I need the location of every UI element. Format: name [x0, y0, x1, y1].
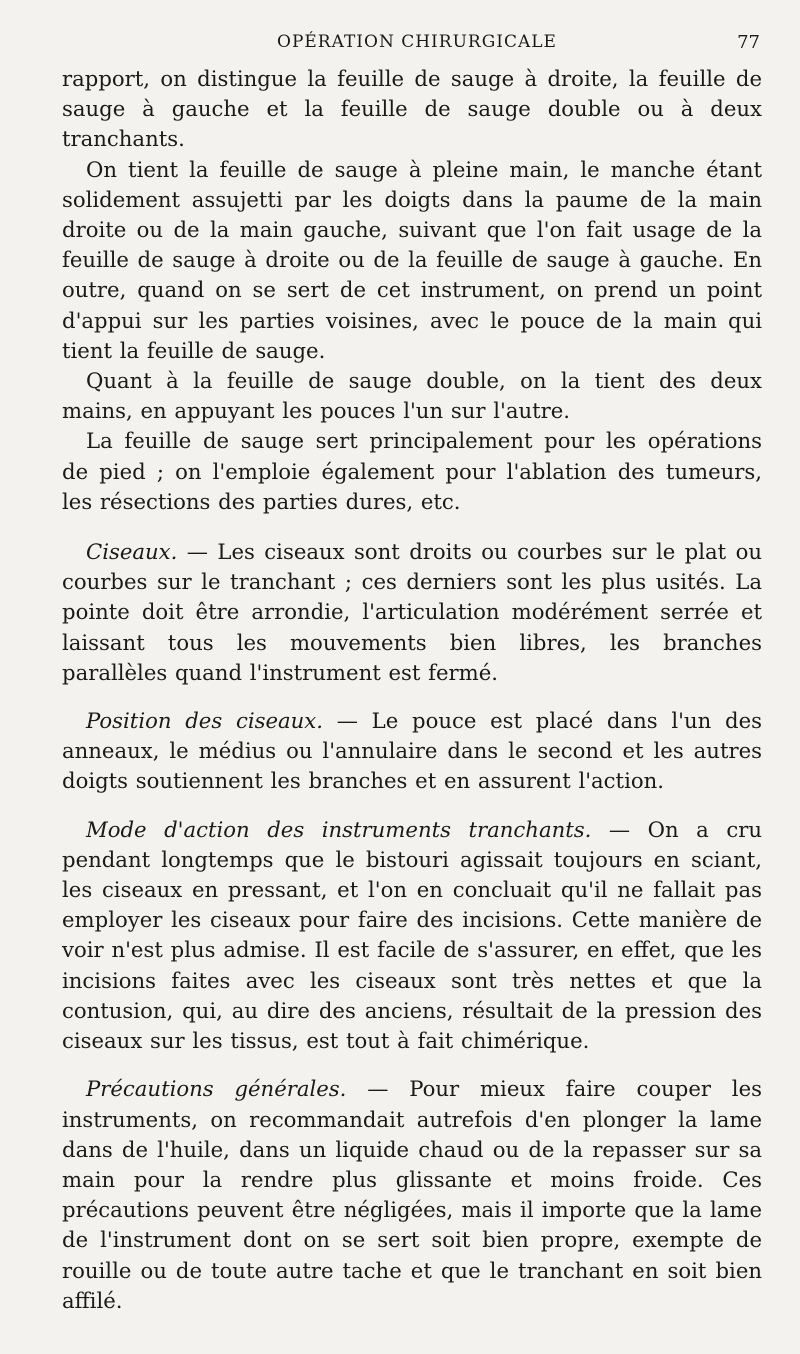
section-text-precautions: — Pour mieux faire couper les instruments, on recommandait autrefois d'en plonger la lame dans de l'huile, dans un liquide chaud ou de la repasser sur sa main pour la rendre plus glissante et moins froide. Ces précautions peuvent être négligées, mais il importe que la lame de l'instrument dont on se sert soit bien propre, exempte de rouille ou de toute autre tache et que le tranchant en soit bien affilé.	[62, 1076, 762, 1313]
section-text-ciseaux: — Les ciseaux sont droits ou courbes sur le plat ou courbes sur le tranchant ; ces derniers sont les plus usités. La pointe doit être arrondie, l'articulation modérément serrée et laissant tous les mouvements bien libres, les branches parallèles quand l'instrument est fermé.	[62, 539, 762, 685]
body-text	[62, 64, 762, 1316]
running-head	[62, 30, 762, 62]
paragraph-holding-technique: On tient la feuille de sauge à pleine main, le manche étant solidement assujetti par les doigts dans la paume de la main droite ou de la main gauche, suivant que l'on fait usage de la feuille de sauge à droite ou de la feuille de sauge à gauche. En outre, quand on se sert de cet instrument, on prend un point d'appui sur les parties voisines, avec le pouce de la main qui tient la feuille de sauge.	[62, 156, 762, 363]
section-position	[62, 706, 762, 797]
section-ciseaux	[62, 537, 762, 688]
section-heading-precautions: Précautions générales.	[86, 1076, 347, 1102]
section-heading-mode-action: Mode d'action des instruments tranchants.	[86, 816, 592, 842]
paragraph-double-blade: Quant à la feuille de sauge double, on la tient des deux mains, en appuyant les pouces l'un sur l'autre.	[62, 368, 762, 424]
paragraph-uses: La feuille de sauge sert principalement pour les opérations de pied ; on l'emploie également pour l'ablation des tumeurs, les résections des parties dures, etc.	[62, 428, 762, 514]
section-precautions	[62, 1074, 762, 1316]
running-title: OPÉRATION CHIRURGICALE	[277, 32, 557, 52]
section-text-mode-action: — On a cru pendant longtemps que le bistouri agissait toujours en sciant, les ciseaux en pressant, et l'on en concluait qu'il ne fallait pas employer les ciseaux pour faire des incisions. Cette manière de voir n'est plus admise. Il est facile de s'assurer, en effet, que les incisions faites avec les ciseaux sont très nettes et que la contusion, qui, au dire des anciens, résultait de la pression des ciseaux sur les tissus, est tout à fait chimérique.	[62, 816, 763, 1054]
page-number: 77	[737, 32, 760, 53]
paragraph-continuation: rapport, on distingue la feuille de sauge à droite, la feuille de sauge à gauche et la feuille de sauge double ou à deux tranchants.	[62, 66, 762, 152]
section-heading-ciseaux: Ciseaux.	[86, 539, 178, 565]
section-mode-action	[62, 815, 762, 1057]
section-heading-position: Position des ciseaux.	[86, 708, 323, 734]
section-text-position: — Le pouce est placé dans l'un des anneaux, le médius ou l'annulaire dans le second et les autres doigts soutiennent les branches et en assurent l'action.	[62, 708, 762, 794]
